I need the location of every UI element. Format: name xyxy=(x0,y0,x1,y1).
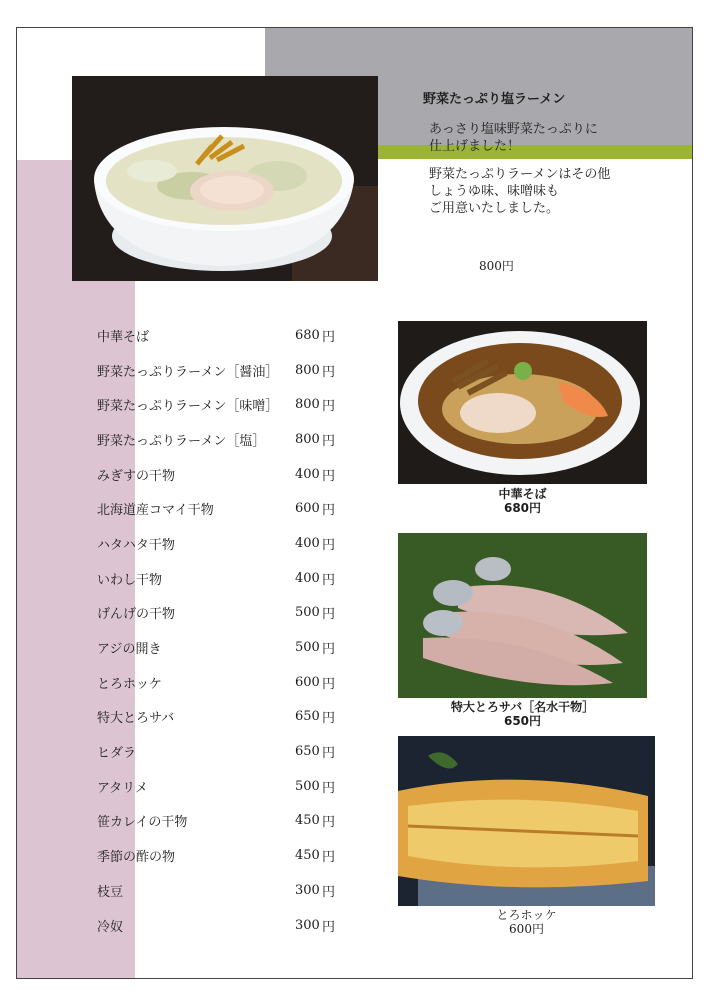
menu-item-unit: 円 xyxy=(322,780,336,796)
menu-item-unit: 円 xyxy=(322,642,336,658)
menu-item-unit: 円 xyxy=(322,919,336,935)
hokke-caption xyxy=(398,908,655,936)
menu-item-name: アジの開き xyxy=(97,642,162,658)
menu-item xyxy=(97,457,357,492)
hokke-photo xyxy=(398,736,655,906)
menu-item-price: 400 xyxy=(295,535,320,551)
menu-item-unit: 円 xyxy=(322,711,336,727)
menu-item-price: 500 xyxy=(295,640,320,656)
menu-item-name: 笹カレイの干物 xyxy=(97,815,188,831)
menu-item xyxy=(97,838,357,873)
menu-item-name: 北海道産コマイ干物 xyxy=(97,503,214,519)
menu-item-price: 300 xyxy=(295,917,320,933)
menu-item-unit: 円 xyxy=(322,433,336,449)
menu-list xyxy=(97,318,357,942)
menu-item xyxy=(97,804,357,839)
caption-price: 680円 xyxy=(503,501,542,515)
menu-item-price: 650 xyxy=(295,709,320,725)
menu-item-unit: 円 xyxy=(322,746,336,762)
menu-item xyxy=(97,353,357,388)
menu-item-name: とろホッケ xyxy=(97,676,163,692)
caption-name: とろホッケ xyxy=(496,908,557,922)
menu-item-name: いわし干物 xyxy=(97,572,163,588)
feature-description-line: ご用意いたしました。 xyxy=(429,201,560,216)
menu-item-name: 特大とろサバ xyxy=(97,711,175,727)
menu-item-name: 枝豆 xyxy=(97,884,124,900)
menu-item-name: ヒダラ xyxy=(97,746,137,762)
menu-item-price: 400 xyxy=(295,570,320,586)
menu-item xyxy=(97,630,357,665)
saba-photo xyxy=(398,533,647,698)
menu-item-unit: 円 xyxy=(322,607,336,623)
menu-item-unit: 円 xyxy=(322,850,336,866)
menu-item-name: ハタハタ干物 xyxy=(97,537,175,553)
menu-item-name: 野菜たっぷりラーメン［醤油］ xyxy=(97,364,279,380)
menu-item-unit: 円 xyxy=(322,468,336,484)
caption-name: 中華そば xyxy=(498,487,547,501)
caption-price: 600円 xyxy=(509,922,544,936)
menu-item-name: 野菜たっぷりラーメン［味噌］ xyxy=(97,399,279,415)
menu-item-price: 500 xyxy=(295,605,320,621)
menu-item-name: 野菜たっぷりラーメン［塩］ xyxy=(97,433,266,449)
saba-caption xyxy=(398,700,647,728)
menu-item-price: 680 xyxy=(295,327,320,343)
menu-item-price: 600 xyxy=(295,501,320,517)
caption-name: 特大とろサバ［名水干物］ xyxy=(450,700,595,714)
menu-item xyxy=(97,422,357,457)
feature-title: 野菜たっぷり塩ラーメン xyxy=(423,92,566,107)
menu-item xyxy=(97,596,357,631)
menu-item-price: 600 xyxy=(295,674,320,690)
menu-page xyxy=(16,27,693,979)
menu-item-name: みぎすの干物 xyxy=(97,468,176,484)
menu-item-unit: 円 xyxy=(322,537,336,553)
menu-item-price: 500 xyxy=(295,778,320,794)
menu-item-unit: 円 xyxy=(322,399,336,415)
menu-item xyxy=(97,769,357,804)
menu-item xyxy=(97,561,357,596)
menu-item-unit: 円 xyxy=(322,364,336,380)
menu-item-price: 400 xyxy=(295,466,320,482)
menu-item xyxy=(97,734,357,769)
menu-item-price: 450 xyxy=(295,813,320,829)
menu-item-unit: 円 xyxy=(322,676,336,692)
menu-item xyxy=(97,491,357,526)
feature-description-line: あっさり塩味野菜たっぷりに xyxy=(429,122,598,137)
feature-price: 800円 xyxy=(479,259,514,273)
menu-item xyxy=(97,873,357,908)
menu-item xyxy=(97,665,357,700)
feature-description-line: しょうゆ味、味噌味も xyxy=(429,184,560,199)
menu-item-name: 季節の酢の物 xyxy=(97,850,176,866)
menu-item-price: 650 xyxy=(295,744,320,760)
menu-item-name: アタリメ xyxy=(97,780,148,796)
menu-item-price: 800 xyxy=(295,362,320,378)
menu-item xyxy=(97,700,357,735)
menu-item-price: 800 xyxy=(295,397,320,413)
feature-description-line: 野菜たっぷりラーメンはその他 xyxy=(429,167,611,182)
menu-item-unit: 円 xyxy=(322,572,336,588)
menu-item-price: 800 xyxy=(295,431,320,447)
menu-item-name: 中華そば xyxy=(97,329,150,345)
menu-item-name: げんげの干物 xyxy=(97,607,176,623)
menu-item-unit: 円 xyxy=(322,503,336,519)
menu-item xyxy=(97,526,357,561)
salt-ramen-photo xyxy=(72,76,378,281)
menu-item xyxy=(97,908,357,943)
menu-item-unit: 円 xyxy=(322,815,336,831)
chuka-soba-photo xyxy=(398,321,647,484)
menu-item xyxy=(97,318,357,353)
feature-description-line: 仕上げました！ xyxy=(429,139,521,154)
menu-item-name: 冷奴 xyxy=(97,919,124,935)
menu-item xyxy=(97,387,357,422)
chuka-soba-caption xyxy=(398,487,647,515)
green-accent-stripe xyxy=(377,145,692,159)
menu-item-price: 300 xyxy=(295,882,320,898)
menu-item-unit: 円 xyxy=(322,329,336,345)
caption-price: 650円 xyxy=(503,714,542,728)
menu-item-unit: 円 xyxy=(322,884,336,900)
menu-item-price: 450 xyxy=(295,848,320,864)
